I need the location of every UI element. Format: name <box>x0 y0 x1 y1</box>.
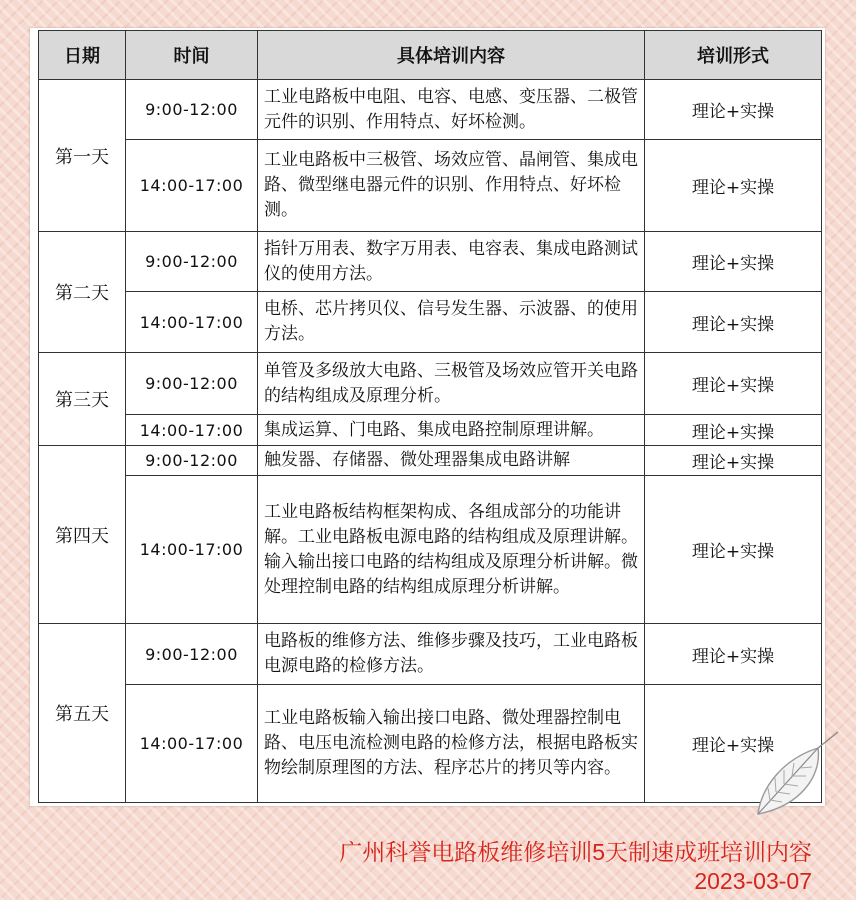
session-time: 14:00-17:00 <box>126 476 258 624</box>
session-content: 集成运算、门电路、集成电路控制原理讲解。 <box>258 415 645 446</box>
session-time: 14:00-17:00 <box>126 685 258 803</box>
header-time: 时间 <box>126 31 258 80</box>
session-time: 9:00-12:00 <box>126 80 258 140</box>
table-row <box>39 232 822 292</box>
session-form: 理论+实操 <box>645 624 822 685</box>
leaf-icon <box>748 728 842 822</box>
session-content: 工业电路板结构框架构成、各组成部分的功能讲解。工业电路板电源电路的结构组成及原理讲解。输入输出接口电路的结构组成及原理分析讲解。微处理控制电路的结构组成原理分析讲解。 <box>258 476 645 624</box>
table-row <box>39 353 822 415</box>
day-label: 第二天 <box>39 232 126 353</box>
session-content: 单管及多级放大电路、三极管及场效应管开关电路的结构组成及原理分析。 <box>258 353 645 415</box>
table-header-row <box>39 31 822 80</box>
session-form: 理论+实操 <box>645 685 822 803</box>
footer-title: 广州科誉电路板维修培训5天制速成班培训内容 <box>339 839 812 865</box>
session-form: 理论+实操 <box>645 415 822 446</box>
day-label: 第五天 <box>39 624 126 803</box>
session-content: 指针万用表、数字万用表、电容表、集成电路测试仪的使用方法。 <box>258 232 645 292</box>
session-form: 理论+实操 <box>645 476 822 624</box>
table-row <box>39 140 822 232</box>
table-row <box>39 80 822 140</box>
session-content: 工业电路板输入输出接口电路、微处理器控制电路、电压电流检测电路的检修方法，根据电路板实物绘制原理图的方法、程序芯片的拷贝等内容。 <box>258 685 645 803</box>
session-time: 14:00-17:00 <box>126 292 258 353</box>
table-row <box>39 292 822 353</box>
session-content: 工业电路板中三极管、场效应管、晶闸管、集成电路、微型继电器元件的识别、作用特点、好坏检测。 <box>258 140 645 232</box>
session-form: 理论+实操 <box>645 232 822 292</box>
session-form: 理论+实操 <box>645 446 822 476</box>
session-time: 9:00-12:00 <box>126 446 258 476</box>
header-form: 培训形式 <box>645 31 822 80</box>
table-row <box>39 476 822 624</box>
schedule-table <box>38 30 822 803</box>
session-form: 理论+实操 <box>645 353 822 415</box>
day-label: 第四天 <box>39 446 126 624</box>
footer <box>339 838 812 896</box>
schedule-card <box>30 28 825 806</box>
table-row <box>39 685 822 803</box>
session-time: 9:00-12:00 <box>126 232 258 292</box>
session-content: 工业电路板中电阻、电容、电感、变压器、二极管元件的识别、作用特点、好坏检测。 <box>258 80 645 140</box>
table-row <box>39 415 822 446</box>
session-content: 电路板的维修方法、维修步骤及技巧，工业电路板电源电路的检修方法。 <box>258 624 645 685</box>
session-time: 9:00-12:00 <box>126 624 258 685</box>
header-content: 具体培训内容 <box>258 31 645 80</box>
day-label: 第三天 <box>39 353 126 446</box>
session-time: 14:00-17:00 <box>126 140 258 232</box>
day-label: 第一天 <box>39 80 126 232</box>
header-date: 日期 <box>39 31 126 80</box>
session-time: 14:00-17:00 <box>126 415 258 446</box>
footer-date: 2023-03-07 <box>694 868 812 894</box>
session-form: 理论+实操 <box>645 292 822 353</box>
table-row <box>39 446 822 476</box>
session-content: 触发器、存储器、微处理器集成电路讲解 <box>258 446 645 476</box>
session-form: 理论+实操 <box>645 140 822 232</box>
session-form: 理论+实操 <box>645 80 822 140</box>
session-content: 电桥、芯片拷贝仪、信号发生器、示波器、的使用方法。 <box>258 292 645 353</box>
table-row <box>39 624 822 685</box>
session-time: 9:00-12:00 <box>126 353 258 415</box>
